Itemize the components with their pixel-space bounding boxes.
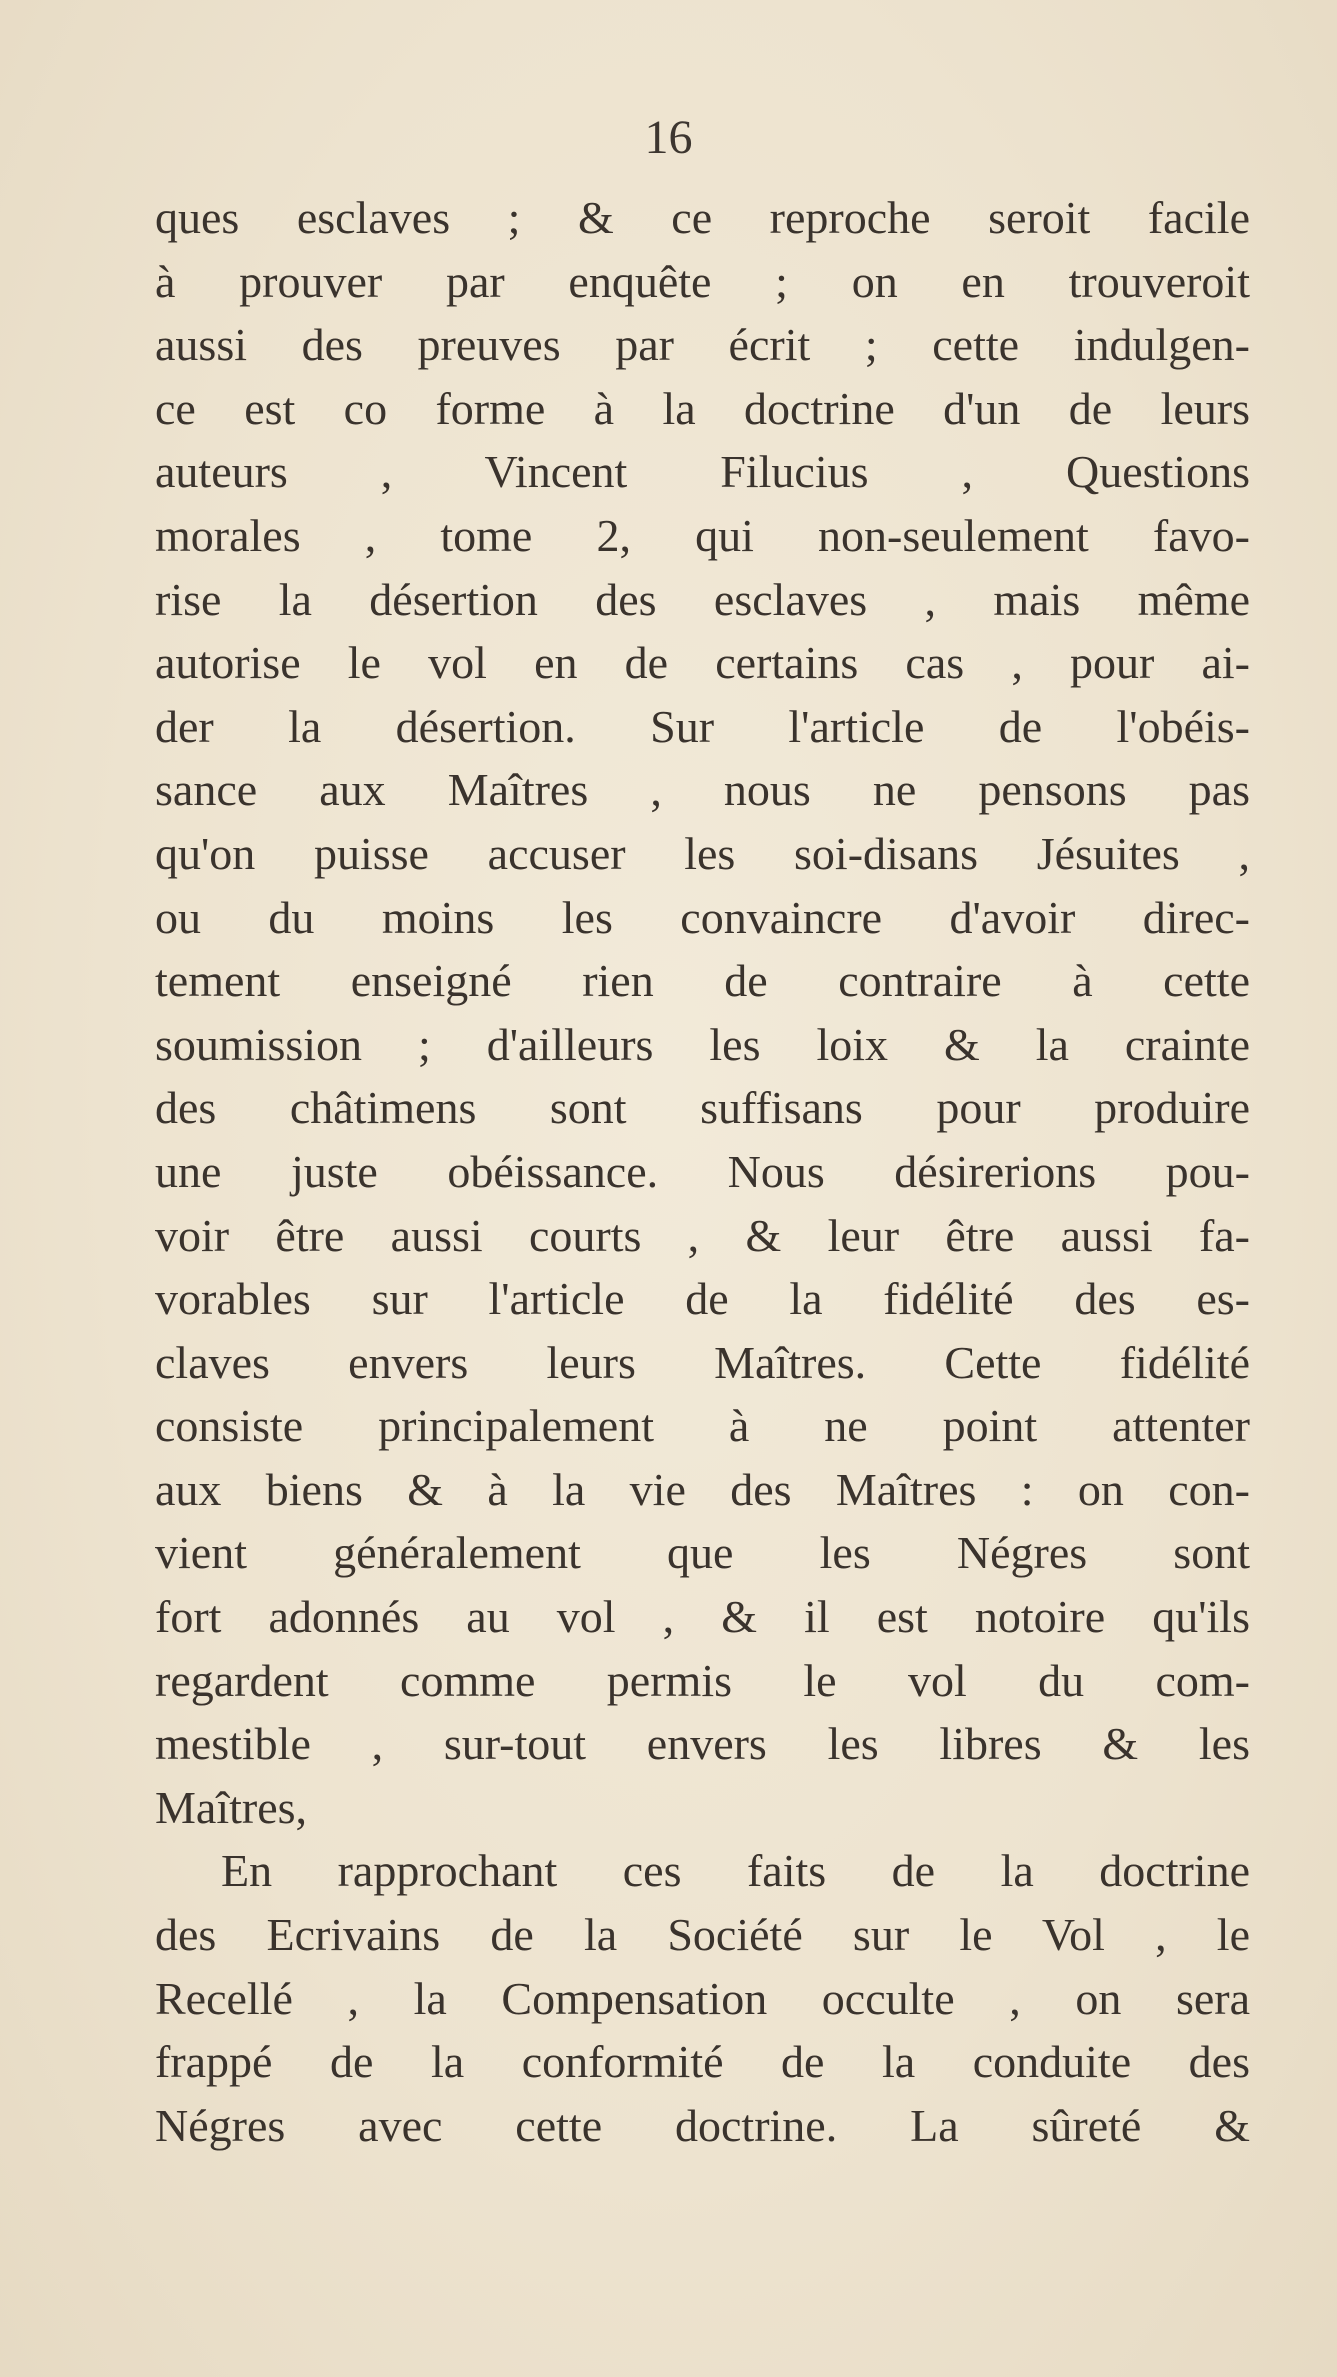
text-line: à prouver par enquête ; on en trouveroit — [155, 255, 1250, 307]
text-line: des Ecrivains de la Société sur le Vol , le — [155, 1909, 1250, 1961]
text-line: En rapprochant ces faits de la doctrine — [221, 1845, 1250, 1897]
text-line: tement enseigné rien de contraire à cette — [155, 955, 1250, 1007]
text-line: sance aux Maîtres , nous ne pensons pas — [155, 764, 1250, 816]
text-line: une juste obéissance. Nous désirerions pou- — [155, 1145, 1250, 1197]
body-text — [155, 186, 1250, 2157]
text-line: auteurs , Vincent Filucius , Questions — [155, 446, 1250, 498]
text-line: fort adonnés au vol , & il est notoire qu'ils — [155, 1591, 1250, 1643]
text-line: autorise le vol en de certains cas , pour ai- — [155, 637, 1250, 689]
text-line: ques esclaves ; & ce reproche seroit facile — [155, 192, 1250, 243]
text-line: aussi des preuves par écrit ; cette indulgen- — [155, 319, 1250, 371]
text-line: vorables sur l'article de la fidélité des es- — [155, 1273, 1250, 1325]
text-line: frappé de la conformité de la conduite des — [155, 2036, 1250, 2088]
text-line: morales , tome 2, qui non-seulement favo- — [155, 509, 1250, 561]
text-line: voir être aussi courts , & leur être aussi fa- — [155, 1209, 1250, 1261]
text-line: vient généralement que les Négres sont — [155, 1527, 1250, 1579]
text-line: mestible , sur-tout envers les libres & les — [155, 1718, 1250, 1770]
text-line: ou du moins les convaincre d'avoir direc- — [155, 891, 1250, 943]
page-number: 16 — [644, 111, 693, 164]
text-line: rise la désertion des esclaves , mais même — [155, 573, 1250, 625]
text-line: Négres avec cette doctrine. La sûreté & — [155, 2099, 1250, 2151]
text-line: qu'on puisse accuser les soi-disans Jésuites , — [155, 827, 1250, 879]
text-line: regardent comme permis le vol du com- — [155, 1654, 1250, 1706]
text-line: Maîtres, — [155, 1781, 308, 1833]
text-line: aux biens & à la vie des Maîtres : on con- — [155, 1463, 1250, 1515]
text-line: consiste principalement à ne point attenter — [155, 1400, 1250, 1452]
text-line: soumission ; d'ailleurs les loix & la crainte — [155, 1018, 1250, 1070]
text-line: ce est co forme à la doctrine d'un de leurs — [155, 382, 1250, 434]
text-line: der la désertion. Sur l'article de l'obéis- — [155, 700, 1250, 752]
text-line: des châtimens sont suffisans pour produire — [155, 1082, 1250, 1134]
text-line: Recellé , la Compensation occulte , on sera — [155, 1972, 1250, 2024]
text-line: claves envers leurs Maîtres. Cette fidélité — [155, 1336, 1250, 1388]
